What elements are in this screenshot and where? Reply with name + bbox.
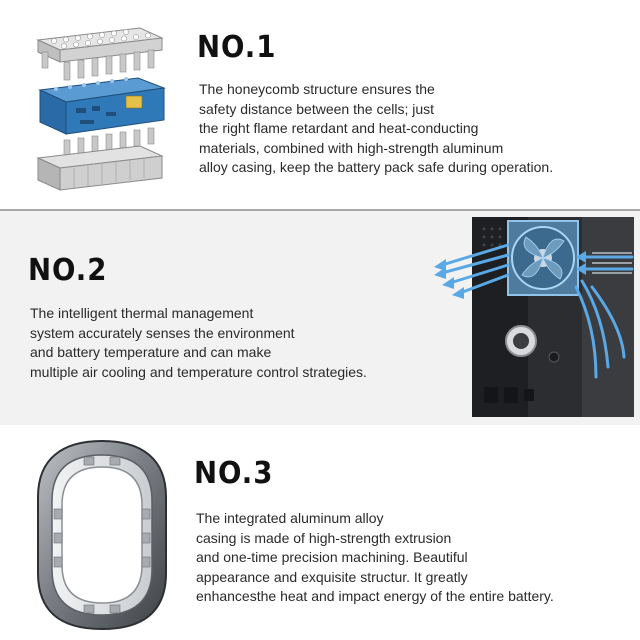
section-3-heading: NO.3: [194, 456, 274, 491]
feature-section-3: [0, 425, 640, 640]
section-1-description: The honeycomb structure ensures the safety distance between the cells; just the right flame retardant and heat-conducting materials, combined with high-strength aluminum alloy casing, keep the battery pack safe during operation.: [199, 81, 554, 175]
section-2-heading: NO.2: [28, 253, 108, 288]
aluminum-frame-icon: [32, 437, 172, 633]
section-1-heading: NO.1: [197, 30, 277, 65]
battery-pack-exploded-icon: [30, 22, 170, 200]
section-2-description: The intelligent thermal management system accurately senses the environment and battery temperature and can make multiple air cooling and temperature control strategies.: [30, 305, 367, 380]
section-3-description: The integrated aluminum alloy casing is made of high-strength extrusion and one-time precision machining. Beautiful appearance and exquisite structur. It greatly enhancesthe heat and impact energy of the entire battery.: [196, 510, 554, 604]
feature-section-2: [0, 209, 640, 427]
feature-section-1: [0, 0, 640, 209]
cooling-fan-airflow-icon: [432, 217, 634, 417]
